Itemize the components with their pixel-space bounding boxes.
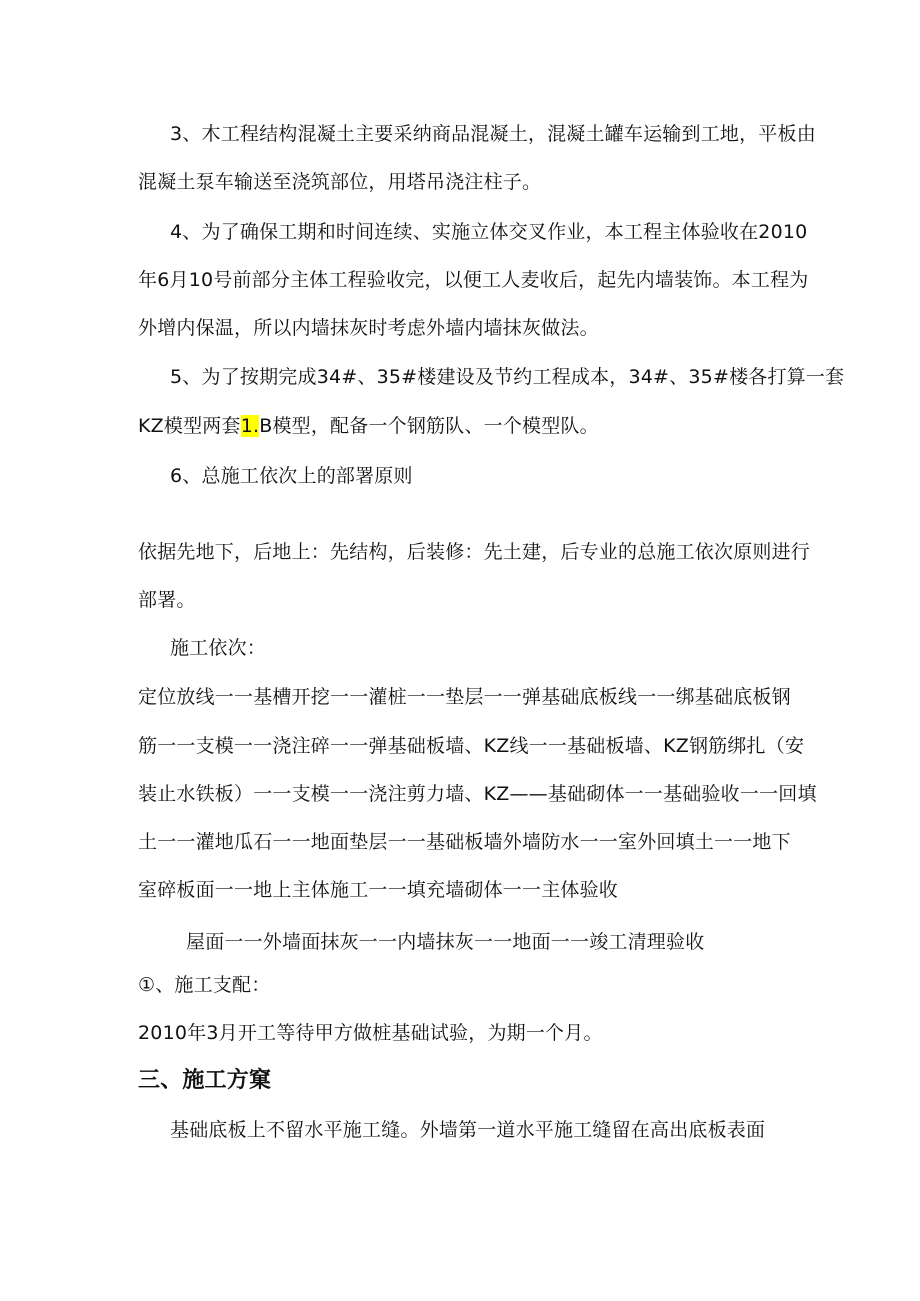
sequence-title: 施工依次： — [170, 637, 267, 659]
p6-line1: 6、总施工依次上的部署原则 — [170, 465, 413, 487]
p3-line1: 3、木工程结构混凝土主要采纳商品混凝土，混凝土罐车运输到工地，平板由 — [170, 123, 816, 145]
p4-line3: 外增内保温，所以内墙抹灰时考虑外墙内墙抹灰做法。 — [138, 317, 599, 339]
sequence-line2: 筋一一支模一一浇注碎一一弹基础板墙、KZ线一一基础板墙、KZ钢筋绑扎（安 — [138, 735, 805, 757]
p3-line2: 混凝土泵车输送至浇筑部位，用塔吊浇注柱子。 — [138, 171, 542, 193]
section3-line1: 基础底板上不留水平施工缝。外墙第一道水平施工缝留在高出底板表面 — [170, 1119, 766, 1141]
p4-line1: 4、为了确保工期和时间连续、实施立体交叉作业，本工程主体验收在2010 — [170, 221, 808, 243]
support-title: ①、施工支配： — [138, 974, 271, 996]
principle-line2: 部署。 — [138, 589, 196, 611]
sequence-line3: 装止水铁板）一一支模一一浇注剪力墙、KZ——基础砌体一一基础验收一一回填 — [138, 783, 817, 805]
sequence-line1: 定位放线一一基槽开挖一一灌桩一一垫层一一弹基础底板线一一绑基础底板钢 — [138, 686, 791, 708]
sequence-line6: 屋面一一外墙面抹灰一一内墙抹灰一一地面一一竣工清理验收 — [186, 931, 705, 953]
p4-line2: 年6月10号前部分主体工程验收完，以便工人麦收后，起先内墙装饰。本工程为 — [138, 269, 809, 291]
support-line1: 2010年3月开工等待甲方做桩基础试验，为期一个月。 — [138, 1022, 603, 1044]
p5-line2-post: B模型，配备一个钢筋队、一个模型队。 — [259, 415, 599, 437]
p5-line1: 5、为了按期完成34#、35#楼建设及节约工程成本，34#、35#楼各打算一套 — [170, 366, 845, 388]
section3-heading: 三、施工方窠 — [138, 1068, 272, 1093]
sequence-line4: 土一一灌地瓜石一一地面垫层一一基础板墙外墙防水一一室外回填土一一地下 — [138, 831, 791, 853]
highlighted-text: 1. — [240, 415, 260, 437]
principle-line1: 依据先地下，后地上：先结构，后装修：先土建，后专业的总施工依次原则进行 — [138, 541, 811, 563]
sequence-line5: 室碎板面一一地上主体施工一一填充墙砌体一一主体验收 — [138, 879, 619, 901]
p5-line2-pre: KZ模型两套 — [138, 415, 241, 437]
p5-line2 — [138, 412, 599, 440]
